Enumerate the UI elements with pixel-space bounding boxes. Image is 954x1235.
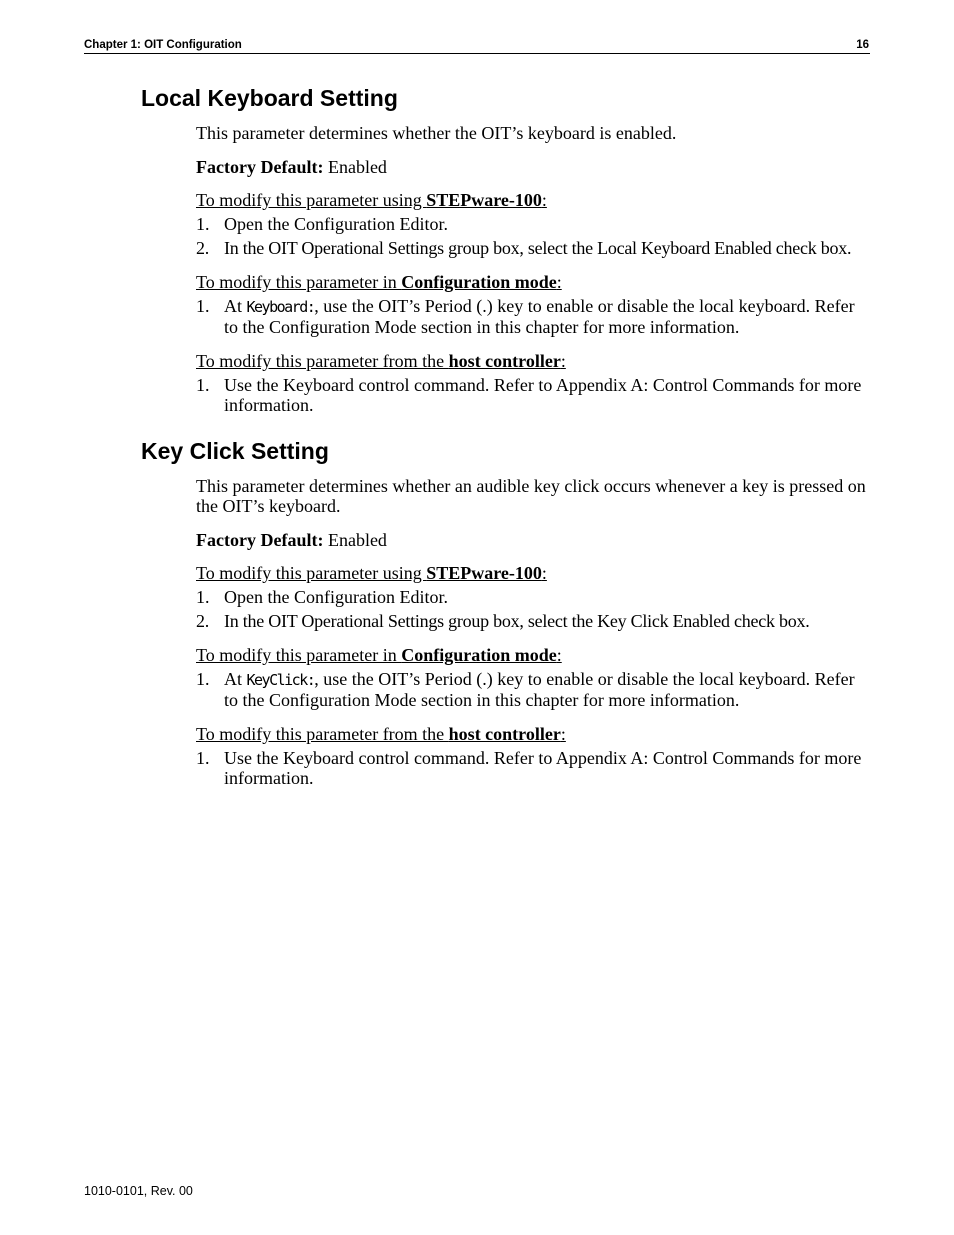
section-title: Key Click Setting <box>141 438 329 464</box>
list-item <box>196 238 871 258</box>
factory-default-label: Factory Default: <box>196 157 324 177</box>
factory-default-value: Enabled <box>323 530 387 550</box>
procedure-steps-config-mode <box>196 296 871 337</box>
list-item <box>196 375 871 415</box>
section-local-keyboard <box>141 84 871 429</box>
step-text: Use the Keyboard control command. Refer to Appendix A: Control Commands for more information. <box>224 748 862 788</box>
step-number: 1. <box>196 587 210 607</box>
step-text: , use the OIT’s Period (.) key to enable or disable the local keyboard. Refer to the Configuration Mode section in this chapter for more information. <box>224 669 855 710</box>
procedure-target: Configuration mode <box>401 272 557 292</box>
procedure-suffix: : <box>556 645 562 665</box>
procedure-steps-config-mode <box>196 669 871 710</box>
step-number: 1. <box>196 214 210 234</box>
list-item <box>196 669 871 710</box>
section-body <box>196 476 871 788</box>
step-number: 1. <box>196 296 210 316</box>
procedure-prefix: To modify this parameter from the <box>196 724 449 744</box>
procedure-heading-stepware <box>196 190 871 210</box>
list-item <box>196 214 871 234</box>
page-footer: 1010-0101, Rev. 00 <box>84 1184 193 1198</box>
procedure-target: STEPware-100 <box>426 563 542 583</box>
procedure-heading-stepware <box>196 563 871 583</box>
procedure-target: STEPware-100 <box>426 190 542 210</box>
step-number: 1. <box>196 669 210 689</box>
list-item <box>196 748 871 788</box>
step-text: , use the OIT’s Period (.) key to enable or disable the local keyboard. Refer to the Configuration Mode section in this chapter for more information. <box>224 296 855 337</box>
procedure-suffix: : <box>560 351 566 371</box>
procedure-suffix: : <box>541 190 547 210</box>
procedure-target: host controller <box>448 724 561 744</box>
section-intro: This parameter determines whether an audible key click occurs whenever a key is pressed on the OIT’s keyboard. <box>196 476 866 516</box>
step-text: In the OIT Operational Settings group box, select the Local Keyboard Enabled check box. <box>224 238 852 258</box>
chapter-title: Chapter 1: OIT Configuration <box>84 39 242 51</box>
procedure-steps-host <box>196 375 871 415</box>
procedure-suffix: : <box>556 272 562 292</box>
procedure-prefix: To modify this parameter using <box>196 563 427 583</box>
page-header <box>84 38 870 54</box>
factory-default <box>196 530 871 550</box>
procedure-heading-config-mode <box>196 645 871 665</box>
section-body <box>196 123 871 415</box>
factory-default-label: Factory Default: <box>196 530 324 550</box>
procedure-target: Configuration mode <box>401 645 557 665</box>
section-key-click <box>141 437 871 802</box>
factory-default <box>196 157 871 177</box>
step-text: Open the Configuration Editor. <box>224 587 448 607</box>
list-item <box>196 611 871 631</box>
step-at: At <box>224 669 247 689</box>
step-text: In the OIT Operational Settings group box, select the Key Click Enabled check box. <box>224 611 810 631</box>
step-number: 1. <box>196 748 210 768</box>
page-number: 16 <box>856 39 869 51</box>
step-number: 1. <box>196 375 210 395</box>
list-item <box>196 587 871 607</box>
procedure-heading-host <box>196 724 871 744</box>
procedure-heading-config-mode <box>196 272 871 292</box>
lcd-prompt: KeyClick: <box>246 671 315 689</box>
procedure-prefix: To modify this parameter using <box>196 190 427 210</box>
procedure-target: host controller <box>448 351 561 371</box>
step-text: Open the Configuration Editor. <box>224 214 448 234</box>
lcd-prompt: Keyboard: <box>246 298 315 316</box>
procedure-suffix: : <box>541 563 547 583</box>
step-text: Use the Keyboard control command. Refer to Appendix A: Control Commands for more information. <box>224 375 862 415</box>
step-number: 2. <box>196 611 209 631</box>
section-title: Local Keyboard Setting <box>141 85 398 111</box>
procedure-steps-host <box>196 748 871 788</box>
procedure-steps-stepware <box>196 587 871 631</box>
procedure-prefix: To modify this parameter from the <box>196 351 449 371</box>
step-number: 2. <box>196 238 209 258</box>
section-intro: This parameter determines whether the OIT’s keyboard is enabled. <box>196 123 677 143</box>
list-item <box>196 296 871 337</box>
step-at: At <box>224 296 247 316</box>
procedure-heading-host <box>196 351 871 371</box>
procedure-prefix: To modify this parameter in <box>196 645 402 665</box>
procedure-steps-stepware <box>196 214 871 258</box>
factory-default-value: Enabled <box>323 157 387 177</box>
procedure-prefix: To modify this parameter in <box>196 272 402 292</box>
procedure-suffix: : <box>560 724 566 744</box>
